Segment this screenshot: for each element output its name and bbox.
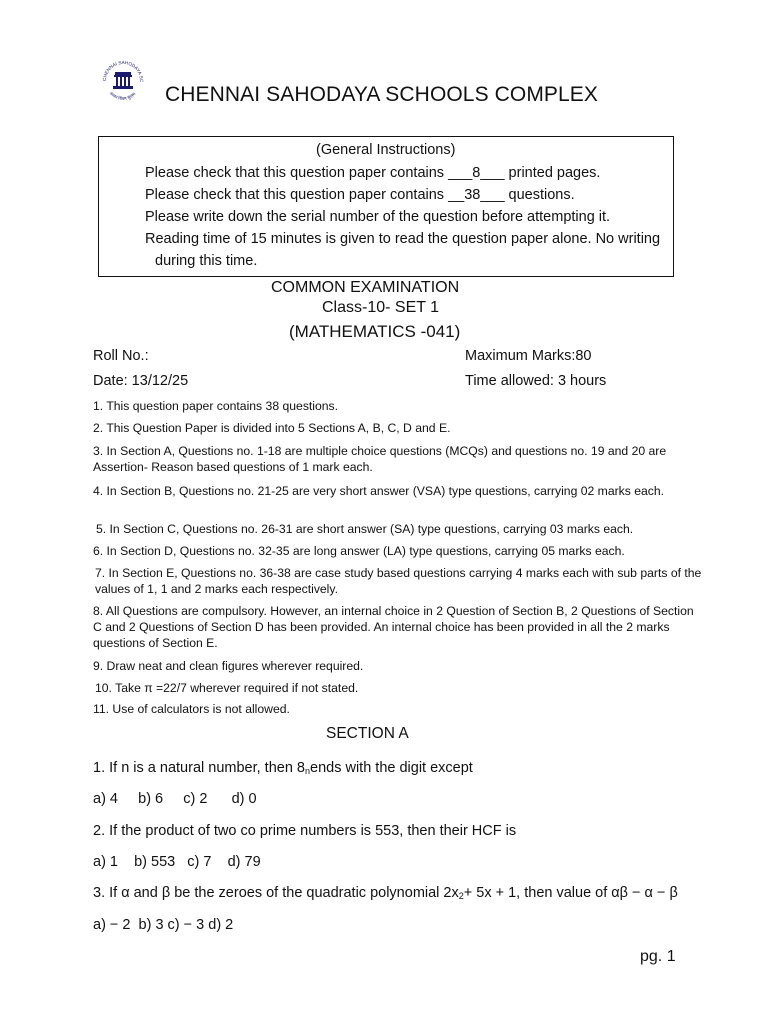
school-logo xyxy=(100,55,146,105)
exam-class-set: Class-10- SET 1 xyxy=(322,299,440,316)
instruction-line: Please write down the serial number of the question before attempting it. xyxy=(145,209,611,225)
page-number: pg. 1 xyxy=(640,948,676,965)
logo-text-top: CHENNAI SAHODAYA SC xyxy=(101,59,145,83)
logo-text-bottom: सत्यम शिवम सुंदरम xyxy=(108,90,137,102)
svg-text:सत्यम शिवम सुंदरम xyxy=(109,91,137,101)
instructions-title: (General Instructions) xyxy=(316,142,456,158)
rule-item: 8. All Questions are compulsory. However, an internal choice in 2 Question of Section B, 2 Questions of Section C and 2 Questions of Section D has been provided. An internal choice has been provided in all the 2 marks questions of Section E. xyxy=(93,604,694,650)
rule-item: 7. In Section E, Questions no. 36-38 are case study based questions carrying 4 marks each with sub parts of the values of 1, 1 and 2 marks each respectively. xyxy=(95,566,702,596)
school-name: CHENNAI SAHODAYA SCHOOLS COMPLEX xyxy=(165,83,599,106)
rule-item: 11. Use of calculators is not allowed. xyxy=(93,702,290,716)
question-1: 1. If n is a natural number, then $8_nends$ with the digit except xyxy=(93,760,473,776)
rule-item: 2. This Question Paper is divided into 5 Sections A, B, C, D and E. xyxy=(93,421,451,435)
rule-item: 9. Draw neat and clean figures wherever required. xyxy=(93,659,364,673)
exam-title: COMMON EXAMINATION xyxy=(271,279,460,296)
time-allowed: Time allowed: 3 hours xyxy=(465,373,607,389)
instruction-line: Please check that this question paper contains __38___ questions. xyxy=(145,187,575,203)
question-2-options: a) 1 b) 553 c) 7 d) 79 xyxy=(93,854,261,870)
instruction-line: Reading time of 15 minutes is given to read the question paper alone. No writing xyxy=(145,231,661,247)
svg-text:CHENNAI SAHODAYA SCHOOLS COMPL xyxy=(100,55,144,83)
rule-item: 1. This question paper contains 38 questions. xyxy=(93,399,339,413)
rule-item: 6. In Section D, Questions no. 32-35 are long answer (LA) type questions, carrying 05 marks each. xyxy=(93,544,625,558)
roll-no: Roll No.: xyxy=(93,348,149,364)
question-1-options: a) 4 b) 6 c) 2 d) 0 xyxy=(93,791,257,807)
exam-subject: (MATHEMATICS -041) xyxy=(289,322,461,341)
rule-item: 10. Take π =22/7 wherever required if not stated. xyxy=(95,681,359,695)
exam-date: Date: 13/12/25 xyxy=(93,373,189,389)
question-3-options: a) − 2 b) 3 c) − 3 d) 2 xyxy=(93,917,234,933)
question-2: 2. If the product of two co prime numbers is 553, then their HCF is xyxy=(93,823,517,839)
rule-item: 4. In Section B, Questions no. 21-25 are very short answer (VSA) type questions, carrying 02 marks each. xyxy=(93,484,665,498)
section-a-title: SECTION A xyxy=(326,725,409,742)
instruction-line: Please check that this question paper contains ___8___ printed pages. xyxy=(145,165,601,181)
maximum-marks: Maximum Marks:80 xyxy=(465,348,592,364)
rule-item: 3. In Section A, Questions no. 1-18 are multiple choice questions (MCQs) and questions no. 19 and 20 are Assertion- Reason based questions of 1 mark each. xyxy=(93,444,667,474)
rule-item: 5. In Section C, Questions no. 26-31 are short answer (SA) type questions, carrying 03 marks each. xyxy=(96,522,634,536)
instruction-line: during this time. xyxy=(155,253,258,269)
question-3: 3. If α and β be the zeroes of the quadratic polynomial $2x_2+ 5x + 1$, then value of αβ − α − β xyxy=(93,885,678,901)
